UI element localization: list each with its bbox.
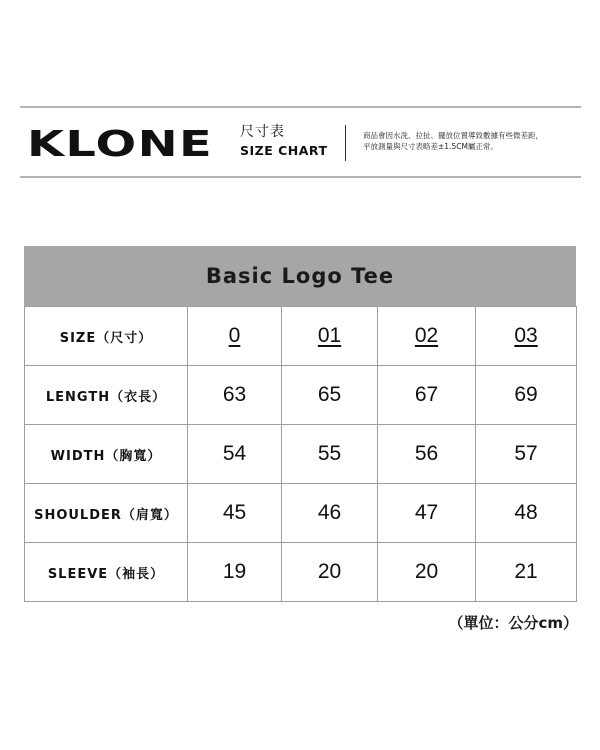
table-cell: 20: [378, 543, 476, 602]
table-cell: 63: [188, 366, 282, 425]
klone-logo: [27, 126, 213, 158]
title-cn: 尺寸表: [240, 124, 285, 140]
row-label: WIDTH（胸寬）: [25, 425, 188, 484]
size-03: 03: [514, 324, 538, 347]
size-header-cell: [188, 307, 282, 366]
table-row-shoulder: [25, 484, 577, 543]
table-header-row: [25, 307, 577, 366]
table-cell: 69: [476, 366, 577, 425]
row-label: SLEEVE（袖長）: [25, 543, 188, 602]
unit-note: （單位：公分cm）: [448, 614, 578, 632]
size-header-cell: [476, 307, 577, 366]
product-name: Basic Logo Tee: [24, 246, 576, 306]
table-cell: 65: [282, 366, 378, 425]
table-cell: 55: [282, 425, 378, 484]
size-0: 0: [228, 324, 241, 347]
top-divider: [20, 106, 581, 108]
row-label: LENGTH（衣長）: [25, 366, 188, 425]
table-cell: 21: [476, 543, 577, 602]
table-cell: 67: [378, 366, 476, 425]
bottom-divider: [20, 176, 581, 178]
svg-text:KLONE: KLONE: [27, 126, 213, 158]
size-table-container: [24, 246, 576, 602]
size-01: 01: [317, 324, 342, 347]
table-cell: 45: [188, 484, 282, 543]
note-line-1: 商品會因水洗、拉扯、擺放位置導致數據有些微差距，: [363, 131, 543, 140]
header-vertical-divider: [345, 125, 346, 161]
table-cell: 54: [188, 425, 282, 484]
table-cell: 57: [476, 425, 577, 484]
size-header-cell: [378, 307, 476, 366]
size-header-label: SIZE（尺寸）: [25, 307, 188, 366]
size-header-cell: [282, 307, 378, 366]
table-row-width: [25, 425, 577, 484]
table-row-length: [25, 366, 577, 425]
size-02: 02: [414, 324, 439, 347]
size-chart-title: [240, 124, 328, 159]
table-cell: 46: [282, 484, 378, 543]
note-line-2: 平放測量與尺寸表略差±1.5CM屬正常。: [363, 141, 498, 151]
table-cell: 48: [476, 484, 577, 543]
row-label: SHOULDER（肩寬）: [25, 484, 188, 543]
table-cell: 47: [378, 484, 476, 543]
table-cell: 56: [378, 425, 476, 484]
table-cell: 19: [188, 543, 282, 602]
table-row-sleeve: [25, 543, 577, 602]
size-table: [24, 306, 577, 602]
measurement-note: [363, 131, 543, 152]
table-cell: 20: [282, 543, 378, 602]
title-en: SIZE CHART: [240, 143, 328, 158]
